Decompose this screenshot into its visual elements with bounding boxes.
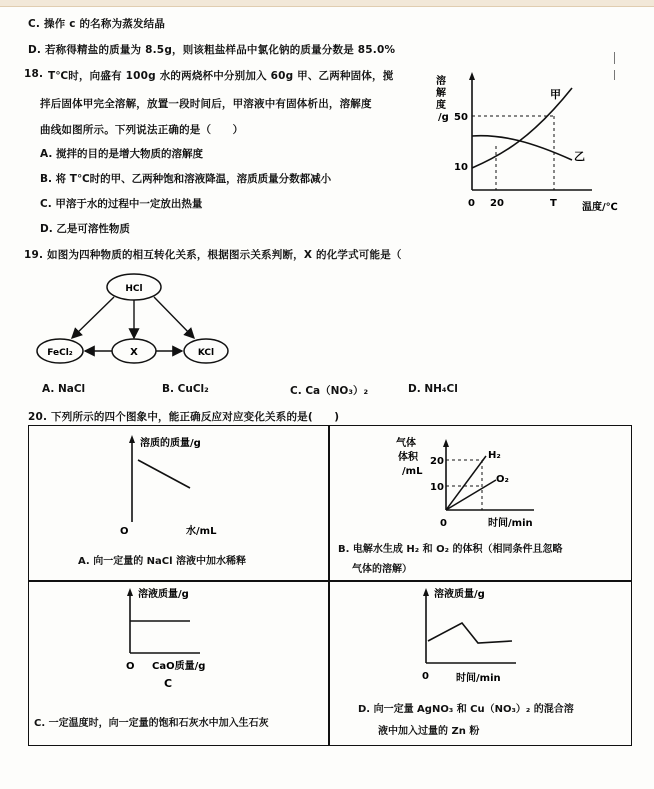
q18-y-axis bbox=[469, 72, 475, 190]
q18-solubility-graph bbox=[432, 60, 647, 220]
panel-b-origin: 0 bbox=[440, 518, 447, 529]
node-fecl2-label: FeCl₂ bbox=[47, 348, 73, 358]
prev-option-c: C. 操作 c 的名称为蒸发结晶 bbox=[28, 18, 166, 30]
panel-d-caption-2: 液中加入过量的 Zn 粉 bbox=[378, 726, 480, 737]
margin-mark bbox=[614, 70, 615, 80]
q18-series-yi-label: 乙 bbox=[574, 150, 585, 163]
panel-a-graph bbox=[110, 430, 310, 540]
margin-mark bbox=[614, 52, 615, 64]
prev-option-d: D. 若称得精盐的质量为 8.5g，则该粗盐样品中氯化钠的质量分数是 85.0% bbox=[28, 44, 396, 56]
panel-d-graph bbox=[416, 585, 606, 685]
q18-xlabel: 温度/℃ bbox=[582, 202, 618, 213]
panel-b-ylabel-3: /mL bbox=[402, 466, 423, 477]
panel-a-caption: A. 向一定量的 NaCl 溶液中加水稀释 bbox=[78, 556, 247, 567]
panel-a-line bbox=[138, 460, 190, 488]
panel-c-origin: O bbox=[126, 661, 135, 672]
panel-d-caption-1: D. 向一定量 AgNO₃ 和 Cu（NO₃）₂ 的混合溶 bbox=[358, 704, 574, 715]
q18-option-b: B. 将 T℃时的甲、乙两种饱和溶液降温，溶质质量分数都减小 bbox=[40, 173, 332, 185]
arrow-hcl-to-fecl2 bbox=[72, 297, 114, 338]
q18-stem-line3: 曲线如图所示。下列说法正确的是（ ） bbox=[40, 124, 244, 136]
panel-b-tick-20: 20 bbox=[430, 456, 444, 467]
panel-a-origin: O bbox=[120, 526, 129, 537]
panel-d-xlabel: 时间/min bbox=[456, 673, 501, 684]
panel-b-caption-2: 气体的溶解） bbox=[352, 564, 412, 575]
panel-a-xlabel: 水/mL bbox=[186, 526, 217, 537]
q18-xtick-0: 0 bbox=[468, 198, 475, 209]
q18-xtick-20: 20 bbox=[490, 198, 504, 209]
panel-b-h2-line bbox=[446, 456, 486, 510]
node-hcl-label: HCl bbox=[125, 284, 143, 294]
q20-stem: 20. 下列所示的四个图象中，能正确反应对应变化关系的是( ) bbox=[28, 411, 340, 423]
q19-option-c: C. Ca（NO₃）₂ bbox=[290, 385, 369, 397]
q19-stem: 19. 如图为四种物质的相互转化关系，根据图示关系判断，X 的化学式可能是（ bbox=[24, 249, 402, 261]
q18-xtick-T: T bbox=[550, 198, 557, 209]
q18-option-d: D. 乙是可溶性物质 bbox=[40, 223, 130, 235]
q20-grid-horizontal-divider bbox=[28, 580, 632, 582]
panel-b-graph bbox=[384, 430, 584, 530]
q18-stem-line1: T℃时，向盛有 100g 水的两烧杯中分别加入 60g 甲、乙两种固体，搅 bbox=[48, 70, 394, 82]
q19-option-d: D. NH₄Cl bbox=[408, 383, 458, 395]
q19-conversion-diagram bbox=[32, 270, 252, 375]
q18-ytick-50: 50 bbox=[454, 112, 468, 123]
node-x-label: X bbox=[130, 347, 138, 358]
node-kcl-label: KCl bbox=[197, 348, 215, 358]
panel-c-caption: C. 一定温度时，向一定量的饱和石灰水中加入生石灰 bbox=[34, 718, 269, 729]
q18-stem-line2: 拌后固体甲完全溶解，放置一段时间后，甲溶液中有固体析出，溶解度 bbox=[40, 98, 372, 110]
arrow-hcl-to-kcl bbox=[154, 297, 194, 338]
q19-option-b: B. CuCl₂ bbox=[162, 383, 209, 395]
panel-d-ylabel: 溶液质量/g bbox=[434, 589, 485, 600]
q18-ytick-10: 10 bbox=[454, 162, 468, 173]
panel-a-ylabel: 溶质的质量/g bbox=[140, 438, 201, 449]
q20-grid-vertical-divider bbox=[328, 425, 330, 745]
q18-number: 18. bbox=[24, 68, 44, 80]
q18-option-a: A. 搅拌的目的是增大物质的溶解度 bbox=[40, 148, 203, 160]
top-edge-strip bbox=[0, 0, 654, 7]
panel-c-xlabel: CaO质量/g bbox=[152, 661, 206, 672]
panel-b-caption-1: B. 电解水生成 H₂ 和 O₂ 的体积（相同条件且忽略 bbox=[338, 544, 563, 555]
q19-option-a: A. NaCl bbox=[42, 383, 86, 395]
panel-b-xlabel: 时间/min bbox=[488, 518, 533, 529]
panel-b-ylabel-2: 体积 bbox=[398, 452, 418, 463]
panel-b-ylabel-1: 气体 bbox=[396, 438, 416, 449]
panel-b-o2-line bbox=[446, 480, 496, 510]
q18-option-c: C. 甲溶于水的过程中一定放出热量 bbox=[40, 198, 203, 210]
q18-ylabel: 溶解度/g bbox=[436, 76, 449, 123]
panel-b-o2-label: O₂ bbox=[496, 474, 509, 485]
panel-c-graph bbox=[110, 585, 310, 690]
panel-c-letter: C bbox=[164, 677, 173, 690]
panel-c-ylabel: 溶液质量/g bbox=[138, 589, 189, 600]
panel-b-tick-10: 10 bbox=[430, 482, 444, 493]
q18-series-jia-label: 甲 bbox=[550, 88, 561, 101]
panel-d-origin: 0 bbox=[422, 671, 429, 682]
panel-d-line bbox=[428, 623, 512, 643]
panel-b-h2-label: H₂ bbox=[488, 450, 501, 461]
